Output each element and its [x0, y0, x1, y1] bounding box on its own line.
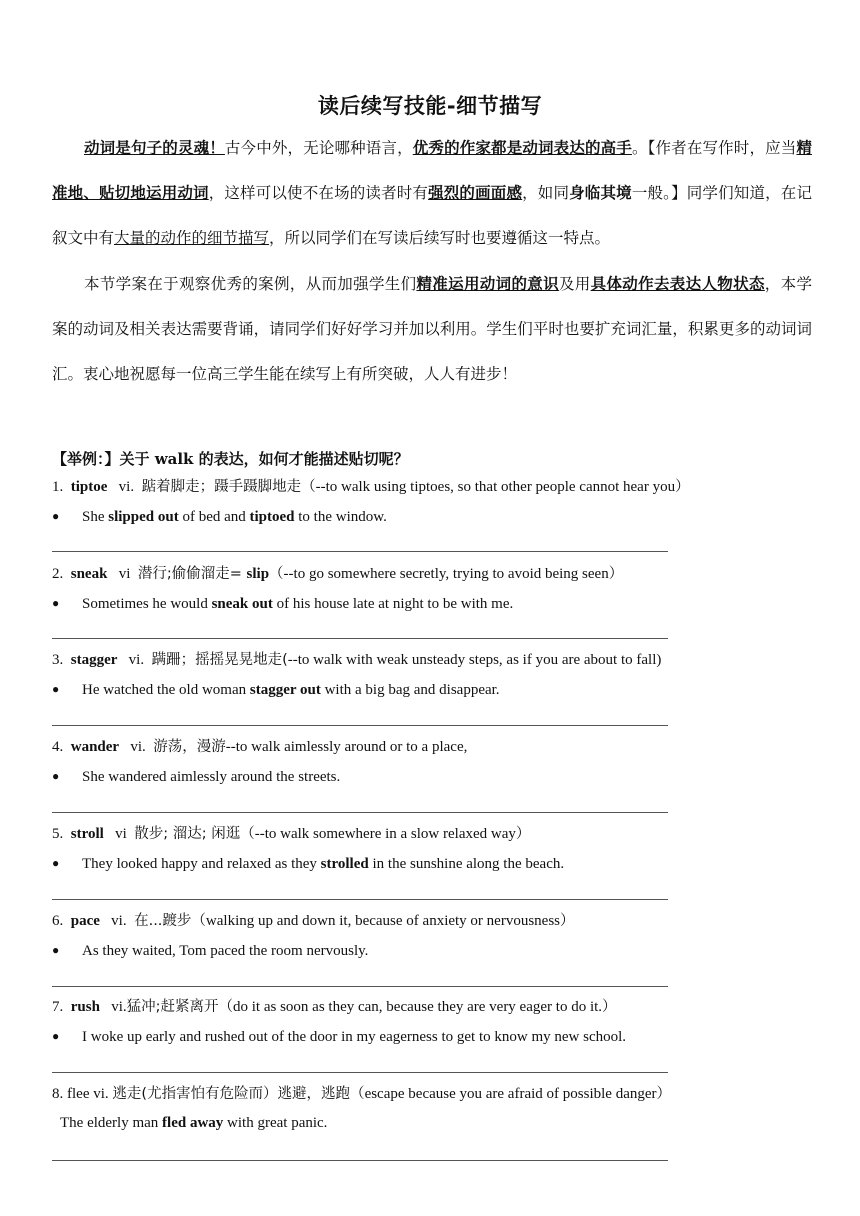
intro-emphasis: 具体动作去表达人物状态 [590, 275, 765, 293]
answer-line [52, 1160, 668, 1161]
vocab-entry [52, 733, 812, 791]
intro-underline: 大量的动作的细节描写 [114, 229, 270, 247]
entry-chinese: 逃走(尤指害怕有危险而）逃避，逃跑（ [112, 1086, 365, 1102]
entry-definition: do it as soon as they can, because they are very eager to do it. [233, 999, 603, 1015]
section-heading: 【举例：】关于 walk 的表达，如何才能描述贴切呢？ [52, 450, 409, 468]
entry-pos: vi [115, 826, 127, 842]
example-bold: sneak out [211, 596, 273, 612]
intro-emphasis: 身临其境 [569, 184, 632, 202]
example-text: with a big bag and disappear. [320, 682, 500, 698]
example-text: of his house late at night to be with me. [272, 596, 514, 612]
answer-line [52, 812, 668, 813]
entry-chinese: 在...踱步（ [134, 913, 206, 929]
entry-paren: （ [269, 566, 284, 582]
entry-number: 2. [52, 566, 64, 582]
bullet-icon: ● [52, 856, 60, 870]
example-text: Sometimes he would [82, 596, 212, 612]
bullet-icon: ● [52, 596, 60, 610]
bullet-icon: ● [52, 1029, 60, 1043]
intro-text: 本节学案在于观察优秀的案例，从而加强学生们 [84, 275, 417, 293]
entry-word: stagger [70, 652, 118, 668]
entry-definition: walking up and down it, because of anxiety or nervousness [205, 913, 561, 929]
intro-text: ，如同 [522, 184, 570, 202]
example-text: in the sunshine along the beach. [368, 856, 565, 872]
example-text: She wandered aimlessly around the streets. [82, 769, 341, 785]
entry-number: 1. [52, 479, 64, 495]
entry-number: 3. [52, 652, 64, 668]
page-title: 读后续写技能-细节描写 [317, 94, 543, 118]
answer-line [52, 899, 668, 900]
answer-line [52, 551, 668, 552]
intro-emphasis: 优秀的作家都是动词表达的高手 [412, 139, 632, 157]
example-text: with great panic. [223, 1115, 328, 1131]
example-bold: stagger out [249, 682, 321, 698]
intro-text: ，本学案的动词及相关表达需要背诵，请同学们好好学习并加以利用。学生们平时也要扩充词汇量，积累更多的动词词汇。衷心地祝愿每一位高三学生能在续写上有所突破，人人有进步！ [52, 275, 812, 383]
answer-line [52, 986, 668, 987]
entry-word: sneak [70, 566, 108, 582]
example-bold: strolled [320, 856, 369, 872]
bullet-icon: ● [52, 943, 60, 957]
answer-line [52, 1072, 668, 1073]
example-text: The elderly man [60, 1115, 163, 1131]
example-text: She [82, 509, 109, 525]
answer-line [52, 638, 668, 639]
entry-number: 7. [52, 999, 64, 1015]
entry-chinese: 游荡，漫游 [153, 739, 226, 755]
entry-paren: ） [608, 566, 624, 582]
vocab-entry [52, 1080, 812, 1138]
entry-pos: vi. [111, 913, 127, 929]
entry-number: 8. [52, 1086, 64, 1102]
example-text: I woke up early and rushed out of the door in my eagerness to get to know my new school. [82, 1029, 627, 1045]
intro-emphasis: 精准运用动词的意识 [416, 275, 559, 293]
vocab-entry [52, 907, 812, 965]
entry-pos: vi. [128, 652, 145, 668]
entry-definition: escape because you are afraid of possible danger [364, 1086, 657, 1102]
entry-paren: ） [515, 826, 531, 842]
vocab-entry [52, 560, 812, 618]
example-text: They looked happy and relaxed as they [82, 856, 321, 872]
entry-pos: vi. [130, 739, 146, 755]
intro-emphasis: 强烈的画面感 [428, 184, 523, 202]
intro-text: ，这样可以使不在场的读者时有 [208, 184, 429, 202]
entry-paren: ） [656, 1086, 672, 1102]
entry-word: stroll [70, 826, 104, 842]
intro-text: ，所以同学们在写读后续写时也要遵循这一特点。 [269, 229, 611, 247]
vocab-entry [52, 646, 812, 704]
entry-pos: vi [118, 566, 131, 582]
intro-text: 一般。】同学们知道，在记叙文中有 [52, 184, 812, 247]
entry-word: tiptoe [70, 479, 108, 495]
entry-paren: ） [560, 913, 575, 929]
entry-number: 6. [52, 913, 64, 929]
bullet-icon: ● [52, 509, 60, 523]
entry-paren: ） [675, 479, 690, 495]
entry-paren: ） [602, 999, 617, 1015]
entry-definition: --to walk somewhere in a slow relaxed way [254, 826, 516, 842]
vocab-entry [52, 820, 812, 878]
intro-text: 及用 [558, 275, 591, 293]
entry-number: 4. [52, 739, 64, 755]
entry-definition: --to walk with weak unsteady steps, as if you are about to fall) [287, 652, 662, 668]
entry-chinese: 潜行;偷偷溜走= [137, 566, 247, 582]
intro-text: 古今中外，无论哪种语言， [224, 139, 413, 157]
vocab-entry [52, 993, 812, 1051]
intro-emphasis: 动词是句子的灵魂！ [84, 139, 225, 157]
intro-paragraph-1 [52, 126, 812, 261]
example-text: to the window. [294, 509, 387, 525]
entry-word: rush [70, 999, 100, 1015]
entry-definition: --to go somewhere secretly, trying to avoid being seen [283, 566, 609, 582]
entry-synonym: slip [246, 566, 270, 582]
entry-word: wander [70, 739, 120, 755]
entry-word: flee vi. [67, 1086, 109, 1102]
intro-text: 。【作者在写作时，应当 [631, 139, 797, 157]
example-text: As they waited, Tom paced the room nervously. [82, 943, 369, 959]
answer-line [52, 725, 668, 726]
entry-chinese: 散步; 溜达; 闲逛（ [134, 826, 255, 842]
entry-definition: --to walk aimlessly around or to a place, [225, 739, 468, 755]
entry-pos: vi. [111, 999, 127, 1015]
entry-number: 5. [52, 826, 64, 842]
example-bold: tiptoed [249, 509, 295, 525]
entry-chinese: 猛冲;赶紧离开（ [126, 999, 233, 1015]
bullet-icon: ● [52, 682, 60, 696]
example-text: of bed and [178, 509, 250, 525]
bullet-icon: ● [52, 769, 60, 783]
example-bold: slipped out [108, 509, 179, 525]
entry-word: pace [70, 913, 100, 929]
example-text: He watched the old woman [82, 682, 250, 698]
entry-definition: --to walk using tiptoes, so that other people cannot hear you [315, 479, 676, 495]
entry-pos: vi. [118, 479, 135, 495]
entry-chinese: 踮着脚走；蹑手蹑脚地走（ [141, 479, 316, 495]
intro-emphasis: 精准地、贴切地运用动词 [52, 139, 812, 202]
entry-chinese: 蹒跚；摇摇晃晃地走( [151, 652, 288, 668]
example-bold: fled away [162, 1115, 224, 1131]
intro-paragraph-2 [52, 262, 812, 397]
vocab-entry [52, 473, 812, 531]
